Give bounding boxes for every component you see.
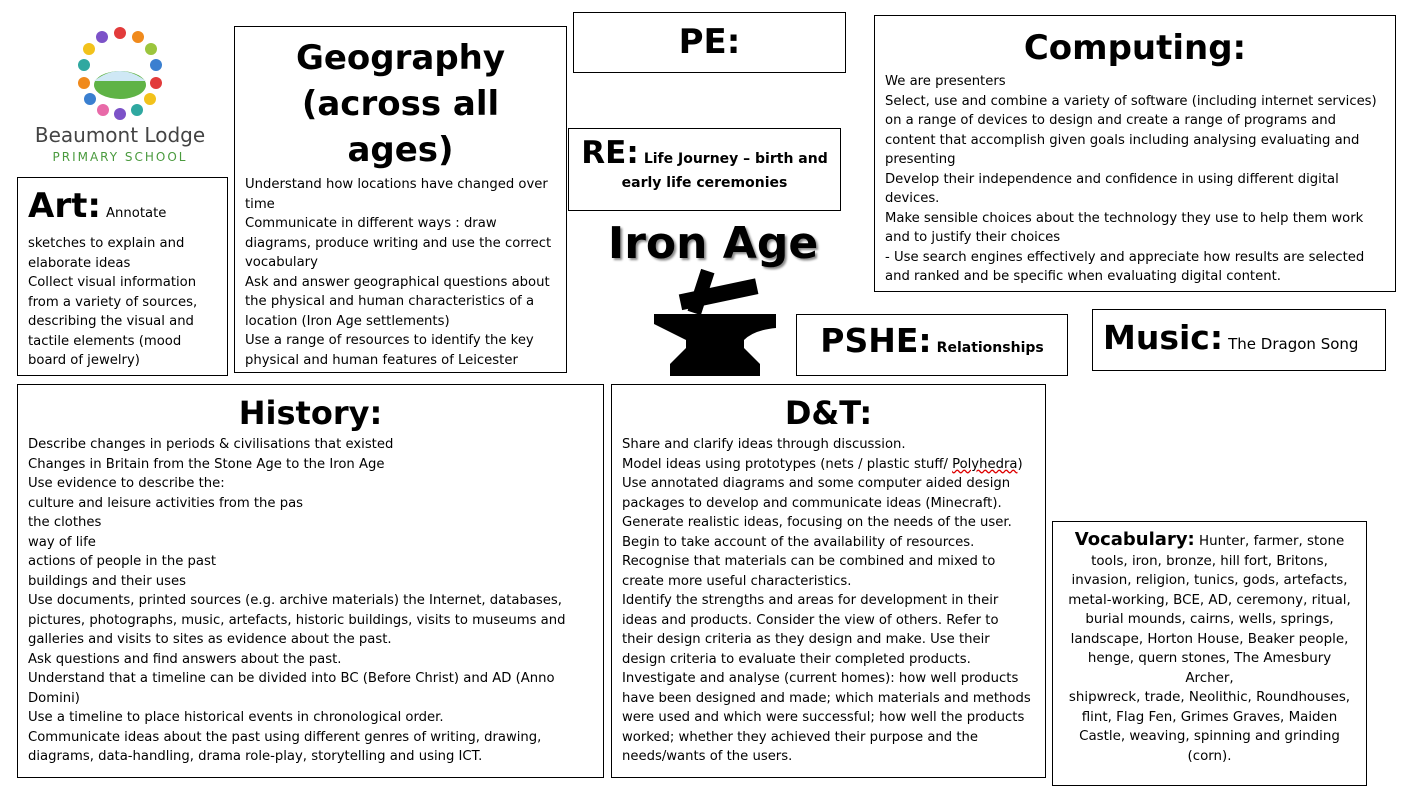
list-item: Changes in Britain from the Stone Age to the Iron Age [28,456,385,472]
list-item: Generate realistic ideas, focusing on the needs of the user. [622,515,1012,530]
list-item: Describe changes in periods & civilisations that existed [28,437,394,452]
list-item: Make sensible choices about the technology they use to help them work [885,210,1364,226]
list-item [245,370,556,373]
list-item: actions of people in the past [28,554,216,569]
list-item: Ask and answer geographical questions about [245,274,550,290]
list-item: sketches to explain and [28,236,185,251]
school-logo [20,25,220,170]
list-item: Select, use and combine a variety of software (including internet services) [885,93,1377,109]
list-item: burial mounds, cairns, wells, springs, [1085,612,1334,627]
list-item: packages to develop and communicate ideas (Minecraft). [622,495,1002,511]
list-item: needs/wants of the users. [622,749,793,764]
list-item: location (Iron Age settlements) [245,313,450,329]
computing-title: Computing: [1023,28,1247,68]
list-item: vocabulary [245,255,318,270]
list-item: devices. [885,191,940,206]
list-item: the clothes [28,515,102,530]
history-list [28,435,593,767]
list-item: Ask questions and find answers about the past. [28,651,342,667]
list-item: Identify the strengths and areas for development in their [622,593,999,608]
dt-panel [611,384,1046,778]
geography-list [245,175,556,373]
list-item: way of life [28,534,96,550]
re-panel [568,128,841,211]
list-item: worked; whether they achieved their purpose and the [622,729,978,745]
list-item: - Use search engines effectively and appreciate how results are selected [885,249,1365,265]
list-item: design criteria to evaluate their completed products. [622,651,971,667]
list-item: were used and which were successful; how well the products [622,710,1025,725]
list-item: Begin to take account of the availability of resources. [622,534,975,550]
pe-panel [573,12,846,73]
music-panel [1092,309,1386,371]
list-item: Castle, weaving, spinning and grinding [1079,729,1340,744]
list-item: shipwreck, trade, Neolithic, Roundhouses, [1068,690,1351,705]
list-item: elaborate ideas [28,255,131,271]
list-item: presenting [885,152,956,167]
spellcheck-word: Polyhedra [952,456,1018,472]
list-item: metal-working, BCE, AD, ceremony, ritual, [1068,592,1351,608]
list-item: Understand that a timeline can be divided into BC (Before Christ) and AD (Anno [28,671,555,686]
music-title: Music: [1103,318,1224,357]
pe-title: PE: [678,22,741,62]
dt-list [622,435,1035,767]
history-panel [17,384,604,778]
history-title: History: [238,394,383,432]
geography-panel [234,26,567,373]
anvil-icon [650,268,780,380]
list-item: diagrams, produce writing and use the correct [245,235,552,251]
list-item: tactile elements (mood [28,333,182,349]
list-item: Use annotated diagrams and some computer aided design [622,476,1011,491]
list-item: describing the visual and [28,314,194,329]
list-item: time [245,196,275,212]
children-circle-icon [20,25,220,120]
list-item: content that accomplish given goals including analysing evaluating and [885,132,1360,148]
list-item: landscape, Horton House, Beaker people, [1070,631,1349,647]
list-item: board of jewelry) [28,353,140,368]
music-text: The Dragon Song [1228,335,1359,353]
school-subtitle: PRIMARY SCHOOL [52,150,188,164]
list-item: pictures, photographs, music, artefacts, historic buildings, visits to museums and [28,612,566,628]
dt-title: D&T: [784,394,873,432]
list-item: buildings and their uses [28,573,187,589]
re-text-line2: early life ceremonies [621,175,788,191]
list-item: ideas and products. Consider the view of others. Refer to [622,612,999,628]
list-item: from a variety of sources, [28,294,198,310]
list-item: invasion, religion, tunics, gods, artefacts, [1071,573,1348,588]
list-item: flint, Flag Fen, Grimes Graves, Maiden [1081,709,1338,725]
computing-panel [874,15,1396,292]
list-item: Communicate ideas about the past using different genres of writing, drawing, [28,729,542,745]
list-item: Domini) [28,690,80,706]
list-item: Recognise that materials can be combined and mixed to [622,554,996,569]
list-item: Model ideas using prototypes (nets / plastic stuff/ Polyhedra) [622,456,1023,472]
list-item: henge, quern stones, The Amesbury Archer, [1087,651,1332,686]
list-item: their design criteria as they design and make. Use their [622,632,990,647]
re-title: RE: [581,135,639,171]
vocabulary-title: Vocabulary: [1074,529,1195,550]
re-text-line1: Life Journey – birth and [643,151,828,167]
list-item: Share and clarify ideas through discussion. [622,437,906,452]
list-item: Communicate in different ways : draw [245,216,497,231]
geography-title: Geography (across all ages) [295,38,506,170]
list-item: Understand how locations have changed over [245,177,548,192]
list-item: (corn). [1187,748,1232,764]
art-intro: Annotate [106,206,167,221]
list-item: galleries and visits to sites as evidence about the past. [28,632,392,647]
list-item: and to justify their choices [885,230,1061,245]
list-item: Use a range of resources to identify the key [245,333,534,348]
list-item: Investigate and analyse (current homes): how well products [622,671,1019,686]
list-item: the physical and human characteristics of a [245,294,535,309]
list-item: on a range of devices to design and create a range of programs and [885,113,1337,128]
list-item: We are presenters [885,74,1006,89]
list-item: Use a timeline to place historical events in chronological order. [28,710,444,725]
list-item: physical and human features of Leicester [245,352,518,368]
pshe-text: Relationships [936,340,1044,356]
list-item: have been designed and made; which materials and methods [622,690,1031,706]
topic-title: Iron Age [607,218,819,269]
list-item: tools, iron, bronze, hill fort, Britons, [1091,553,1328,569]
list-item: Use documents, printed sources (e.g. archive materials) the Internet, databases, [28,593,562,608]
list-item: culture and leisure activities from the pas [28,495,304,511]
pshe-title: PSHE: [820,321,932,360]
vocabulary-first-line: Hunter, farmer, stone [1199,534,1345,549]
list-item: diagrams, data-handling, drama role-play, storytelling and using ICT. [28,749,483,764]
list-item: Collect visual information [28,275,197,290]
art-panel [17,177,228,376]
art-list [28,234,217,371]
school-name: Beaumont Lodge [34,123,206,147]
list-item: Use evidence to describe the: [28,476,225,491]
pshe-panel [796,314,1068,376]
list-item: Develop their independence and confidence in using different digital [885,171,1339,187]
computing-list [885,72,1385,287]
art-title: Art: [28,186,101,226]
list-item: and ranked and be specific when evaluating digital content. [885,269,1281,284]
list-item: create more useful characteristics. [622,573,852,589]
vocabulary-panel [1052,521,1367,786]
